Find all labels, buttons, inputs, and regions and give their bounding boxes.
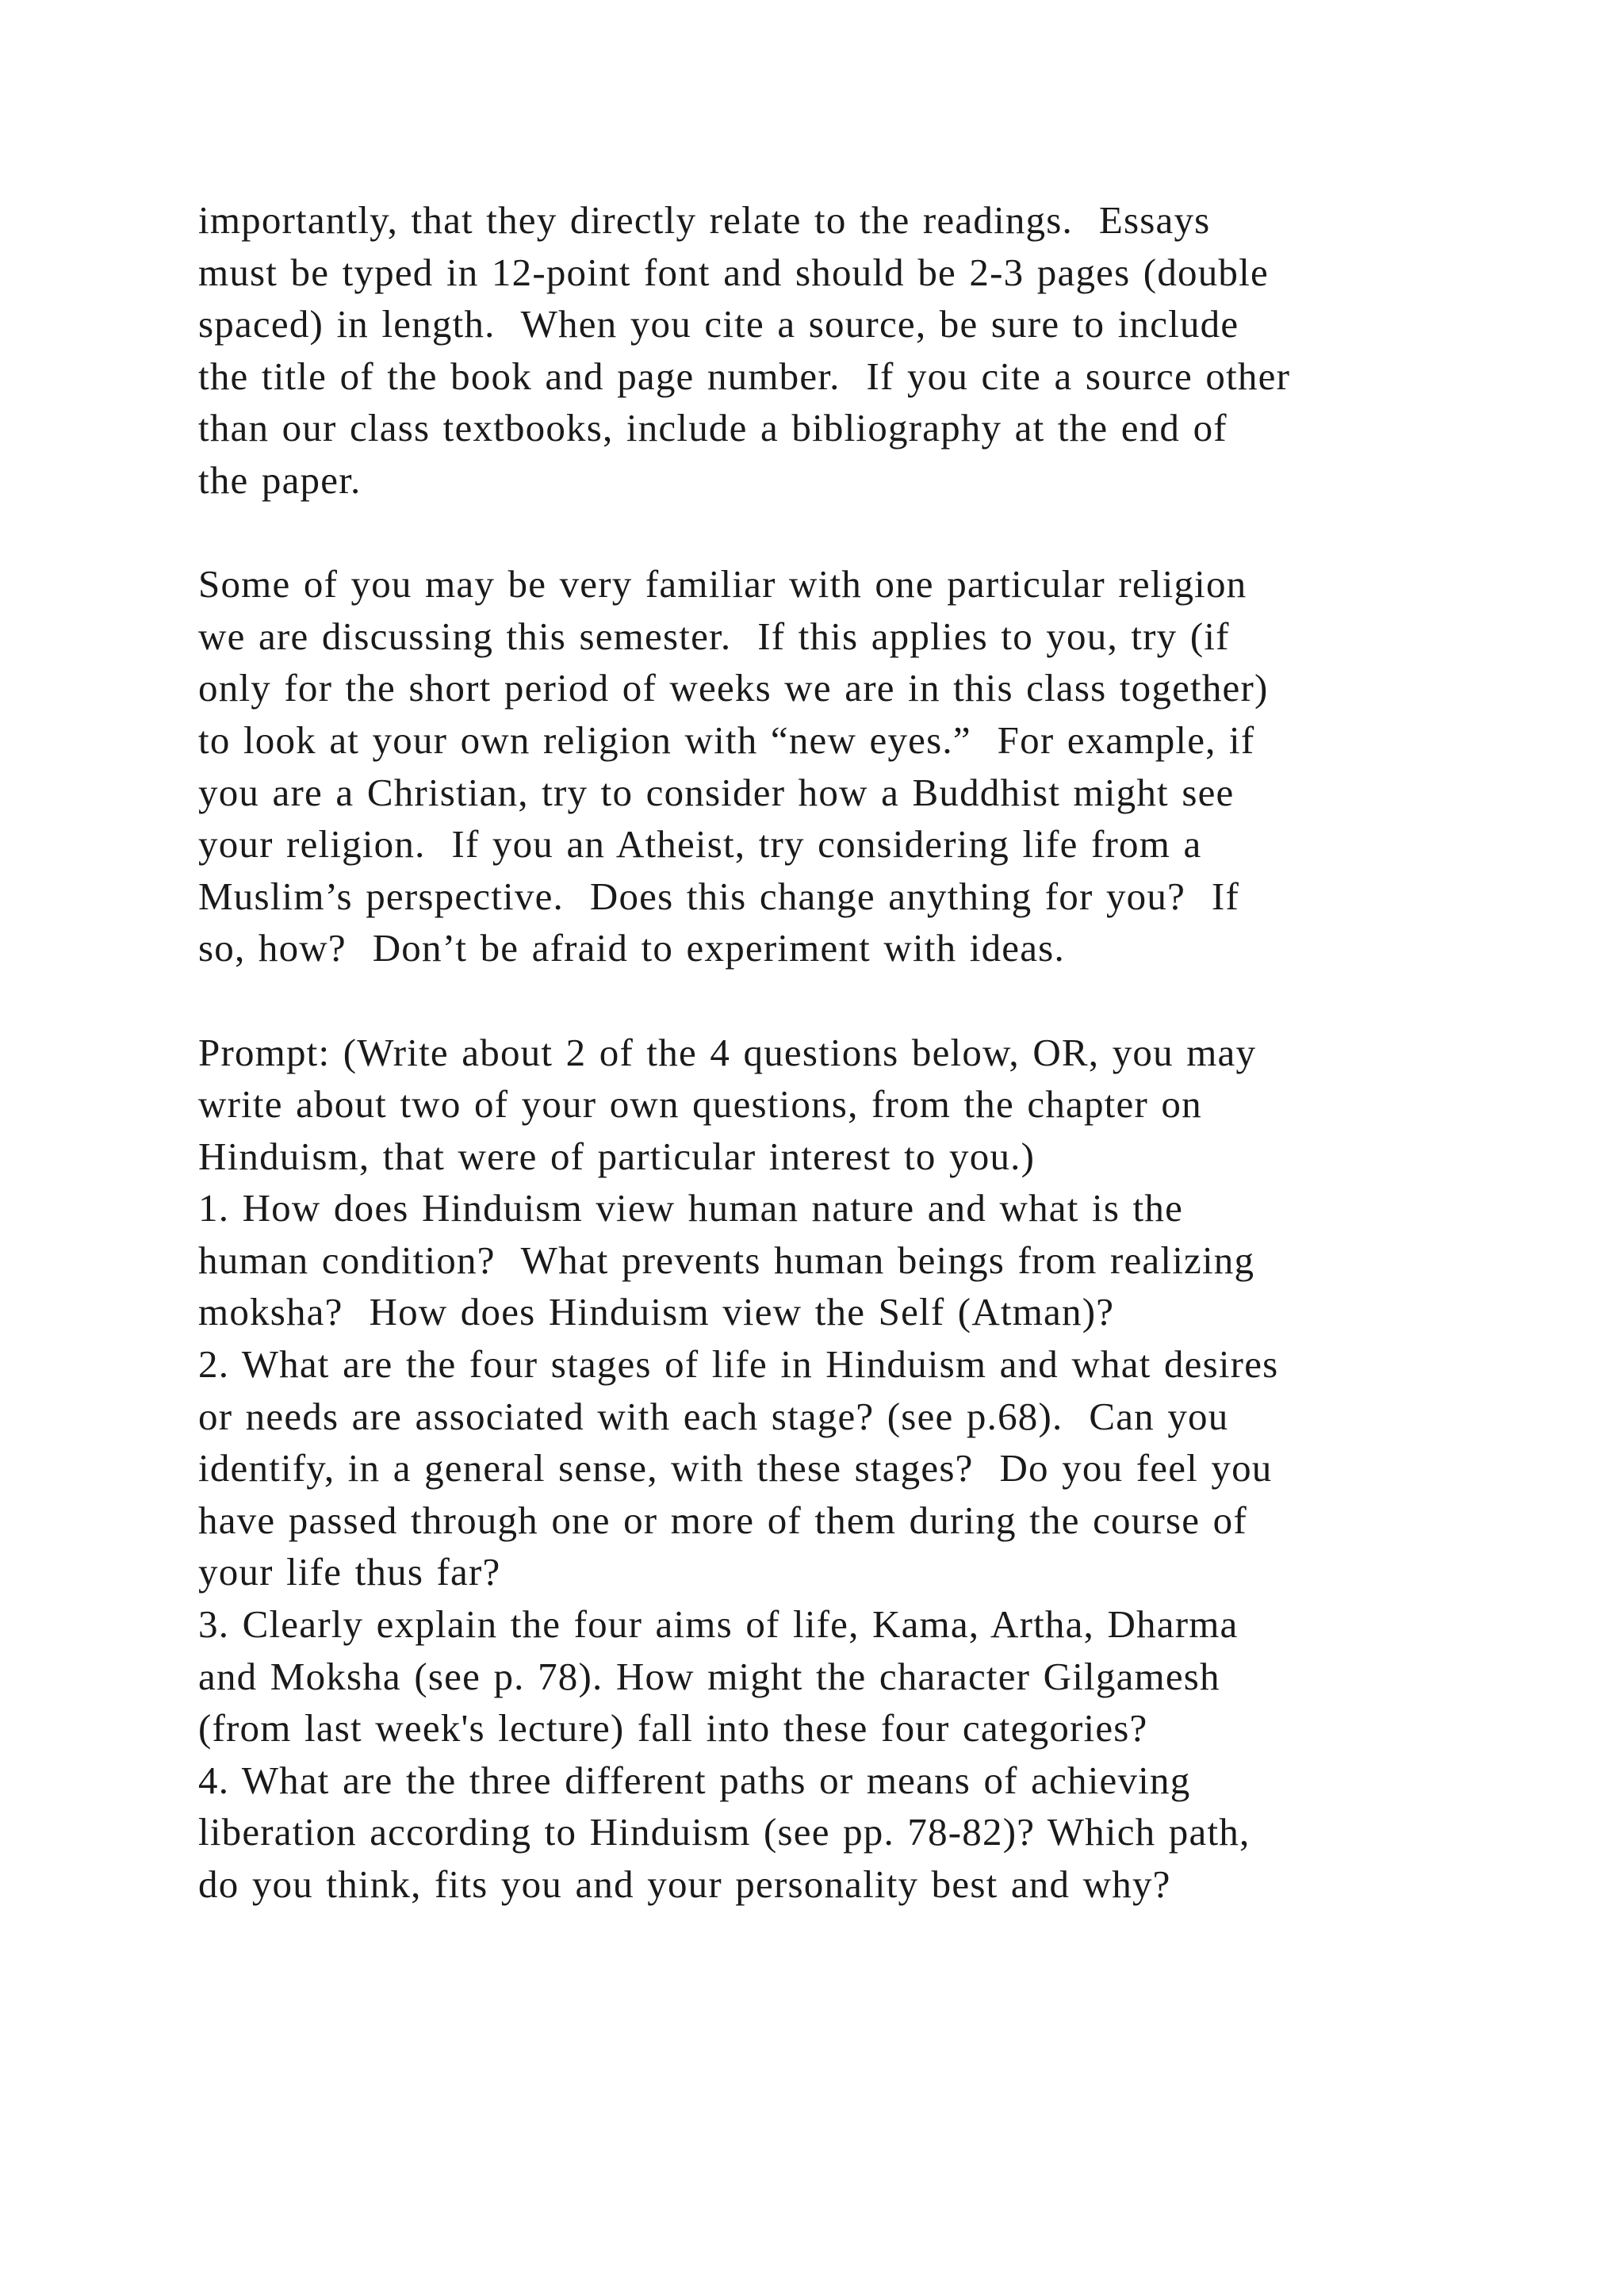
text-line: spaced) in length. When you cite a source, be sure to include: [198, 302, 1239, 346]
text-line: do you think, fits you and your personality best and why?: [198, 1862, 1171, 1906]
paragraph-gap: [198, 507, 1507, 559]
text-line: so, how? Don’t be afraid to experiment with ideas.: [198, 926, 1065, 970]
document-body: [198, 194, 1507, 1911]
text-line: to look at your own religion with “new eyes.” For example, if: [198, 718, 1255, 762]
text-line: we are discussing this semester. If this applies to you, try (if: [198, 614, 1230, 658]
text-line: only for the short period of weeks we are in this class together): [198, 666, 1269, 710]
question-1: [198, 1182, 1507, 1338]
text-line: write about two of your own questions, from the chapter on: [198, 1082, 1202, 1127]
text-line: liberation according to Hinduism (see pp. 78-82)? Which path,: [198, 1810, 1251, 1854]
text-line: moksha? How does Hinduism view the Self (Atman)?: [198, 1290, 1115, 1334]
prompt-paragraph: [198, 1027, 1507, 1183]
text-line: and Moksha (see p. 78). How might the character Gilgamesh: [198, 1654, 1220, 1698]
paragraph-gap: [198, 974, 1507, 1027]
text-line: or needs are associated with each stage? (see p.68). Can you: [198, 1394, 1229, 1438]
text-line: must be typed in 12-point font and should be 2-3 pages (double: [198, 250, 1269, 294]
text-line: your religion. If you an Atheist, try considering life from a: [198, 822, 1202, 867]
text-line: human condition? What prevents human beings from realizing: [198, 1238, 1255, 1282]
text-line: 3. Clearly explain the four aims of life, Kama, Artha, Dharma: [198, 1602, 1239, 1647]
text-line: the paper.: [198, 457, 362, 502]
question-2: [198, 1338, 1507, 1598]
paragraph-essay-requirements: [198, 194, 1507, 507]
text-line: Some of you may be very familiar with one particular religion: [198, 562, 1247, 607]
paragraph-new-eyes: [198, 558, 1507, 974]
text-line: (from last week's lecture) fall into these four categories?: [198, 1706, 1148, 1751]
text-line: than our class textbooks, include a bibliography at the end of: [198, 406, 1228, 450]
text-line: 2. What are the four stages of life in Hinduism and what desires: [198, 1342, 1279, 1387]
text-line: 4. What are the three different paths or means of achieving: [198, 1758, 1191, 1802]
text-line: Hinduism, that were of particular interest to you.): [198, 1134, 1036, 1178]
text-line: have passed through one or more of them during the course of: [198, 1498, 1247, 1542]
text-line: 1. How does Hinduism view human nature and what is the: [198, 1186, 1184, 1230]
text-line: importantly, that they directly relate to the readings. Essays: [198, 198, 1211, 242]
text-line: you are a Christian, try to consider how a Buddhist might see: [198, 770, 1235, 814]
text-line: Prompt: (Write about 2 of the 4 questions below, OR, you may: [198, 1030, 1257, 1074]
text-line: the title of the book and page number. If you cite a source other: [198, 354, 1291, 398]
text-line: your life thus far?: [198, 1550, 501, 1594]
text-line: Muslim’s perspective. Does this change anything for you? If: [198, 874, 1239, 918]
question-4: [198, 1755, 1507, 1911]
question-3: [198, 1598, 1507, 1755]
text-line: identify, in a general sense, with these stages? Do you feel you: [198, 1446, 1273, 1490]
